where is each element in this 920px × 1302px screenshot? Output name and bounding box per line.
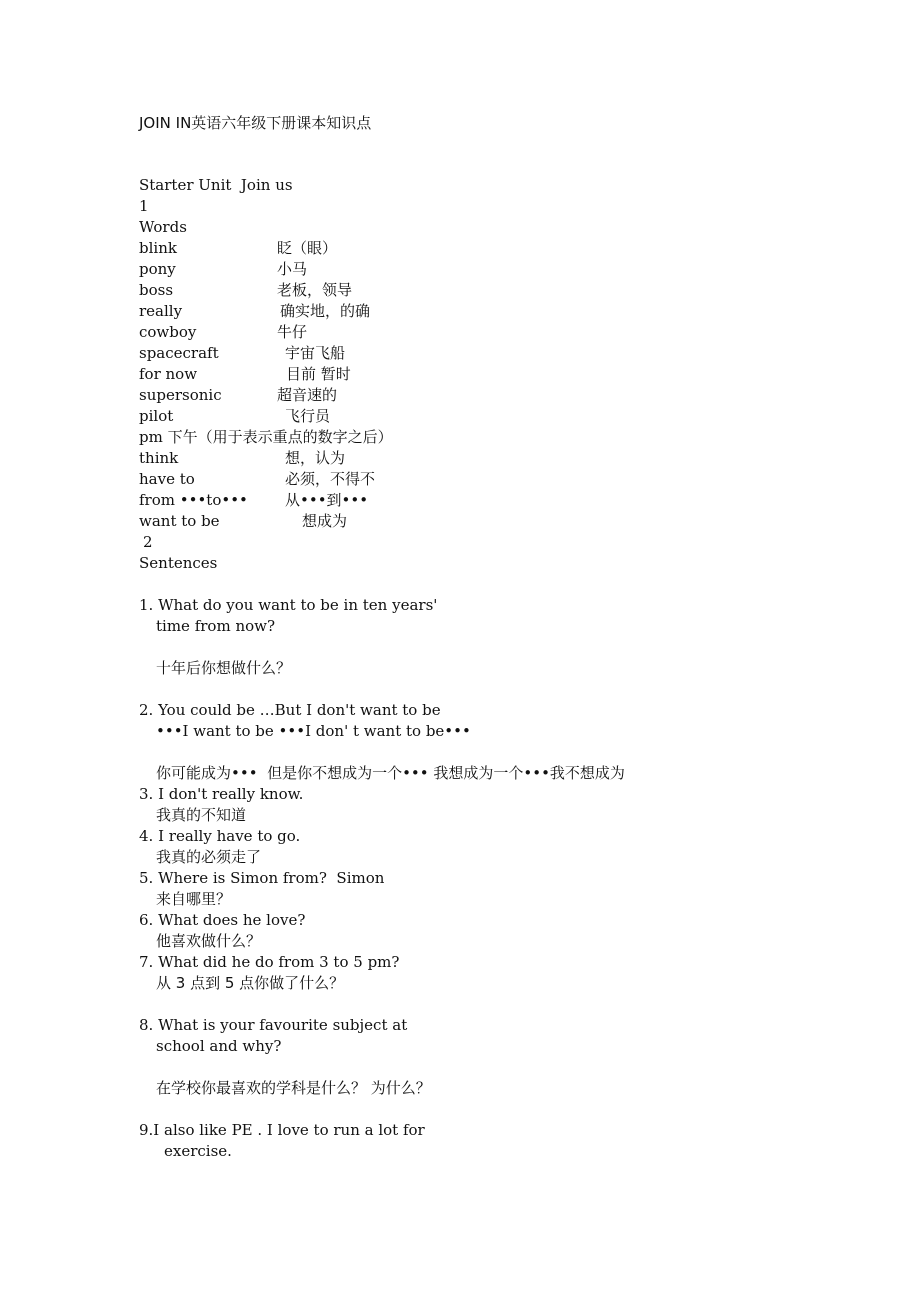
word-en: have to (139, 470, 195, 488)
word-cn: 想，认为 (285, 449, 346, 467)
sentence-en: 7. What did he do from 3 to 5 pm? (139, 953, 400, 971)
word-en: spacecraft (139, 344, 219, 362)
word-en: supersonic (139, 386, 222, 404)
word-cn: 目前 暂时 (286, 365, 351, 383)
sentence-en: 5. Where is Simon from? Simon (139, 869, 385, 887)
word-en: cowboy (139, 323, 197, 341)
word-cn: 宇宙飞船 (285, 344, 346, 362)
sentence-en: 8. What is your favourite subject at (139, 1016, 408, 1034)
sentence-cn: 我真的不知道 (156, 806, 247, 824)
sentence-en: 2. You could be …But I don't want to be (139, 701, 441, 719)
section-number: 2 (143, 533, 153, 551)
section-heading: Words (139, 218, 187, 236)
word-en: pm 下午（用于表示重点的数字之后） (139, 428, 393, 446)
section-heading: Sentences (139, 554, 218, 572)
word-en: really (139, 302, 183, 320)
word-cn: 想成为 (302, 512, 348, 530)
sentence-en: 1. What do you want to be in ten years' (139, 596, 438, 614)
word-en: pilot (139, 407, 174, 425)
section-number: 1 (139, 197, 149, 215)
sentence-en: 4. I really have to go. (139, 827, 301, 845)
sentence-cn: 在学校你最喜欢的学科是什么？ 为什么？ (156, 1079, 431, 1097)
sentence-cn: 来自哪里？ (156, 890, 232, 908)
word-cn: 小马 (277, 260, 308, 278)
word-cn: 牛仔 (277, 323, 308, 341)
word-cn: 必须，不得不 (285, 470, 376, 488)
sentence-en: school and why? (156, 1037, 282, 1055)
sentence-cn: 十年后你想做什么？ (156, 659, 292, 677)
word-en: think (139, 449, 179, 467)
sentence-en: exercise. (164, 1142, 232, 1160)
word-en: boss (139, 281, 174, 299)
sentence-cn: 从 3 点到 5 点你做了什么？ (156, 974, 345, 992)
sentence-cn: 我真的必须走了 (156, 848, 262, 866)
sentence-en: time from now? (156, 617, 276, 635)
word-cn: 老板，领导 (277, 281, 353, 299)
sentence-cn: 他喜欢做什么？ (156, 932, 262, 950)
sentence-cn: 你可能成为••• 但是你不想成为一个••• 我想成为一个•••我不想成为 (156, 764, 625, 782)
unit-heading: Starter Unit Join us (139, 176, 293, 194)
word-cn: 超音速的 (277, 386, 338, 404)
word-cn: 从•••到••• (285, 491, 369, 509)
word-cn: 确实地，的确 (280, 302, 371, 320)
word-en: for now (139, 365, 198, 383)
word-en: blink (139, 239, 177, 257)
word-en: from •••to••• (139, 491, 248, 509)
word-cn: 眨（眼） (277, 239, 338, 257)
document-title: JOIN IN英语六年级下册课本知识点 (139, 114, 372, 132)
word-en: pony (139, 260, 176, 278)
sentence-en: 3. I don't really know. (139, 785, 304, 803)
word-cn: 飞行员 (285, 407, 331, 425)
sentence-en: •••I want to be •••I don' t want to be••• (156, 722, 471, 740)
sentence-en: 6. What does he love? (139, 911, 306, 929)
word-en: want to be (139, 512, 220, 530)
sentence-en: 9.I also like PE . I love to run a lot for (139, 1121, 425, 1139)
